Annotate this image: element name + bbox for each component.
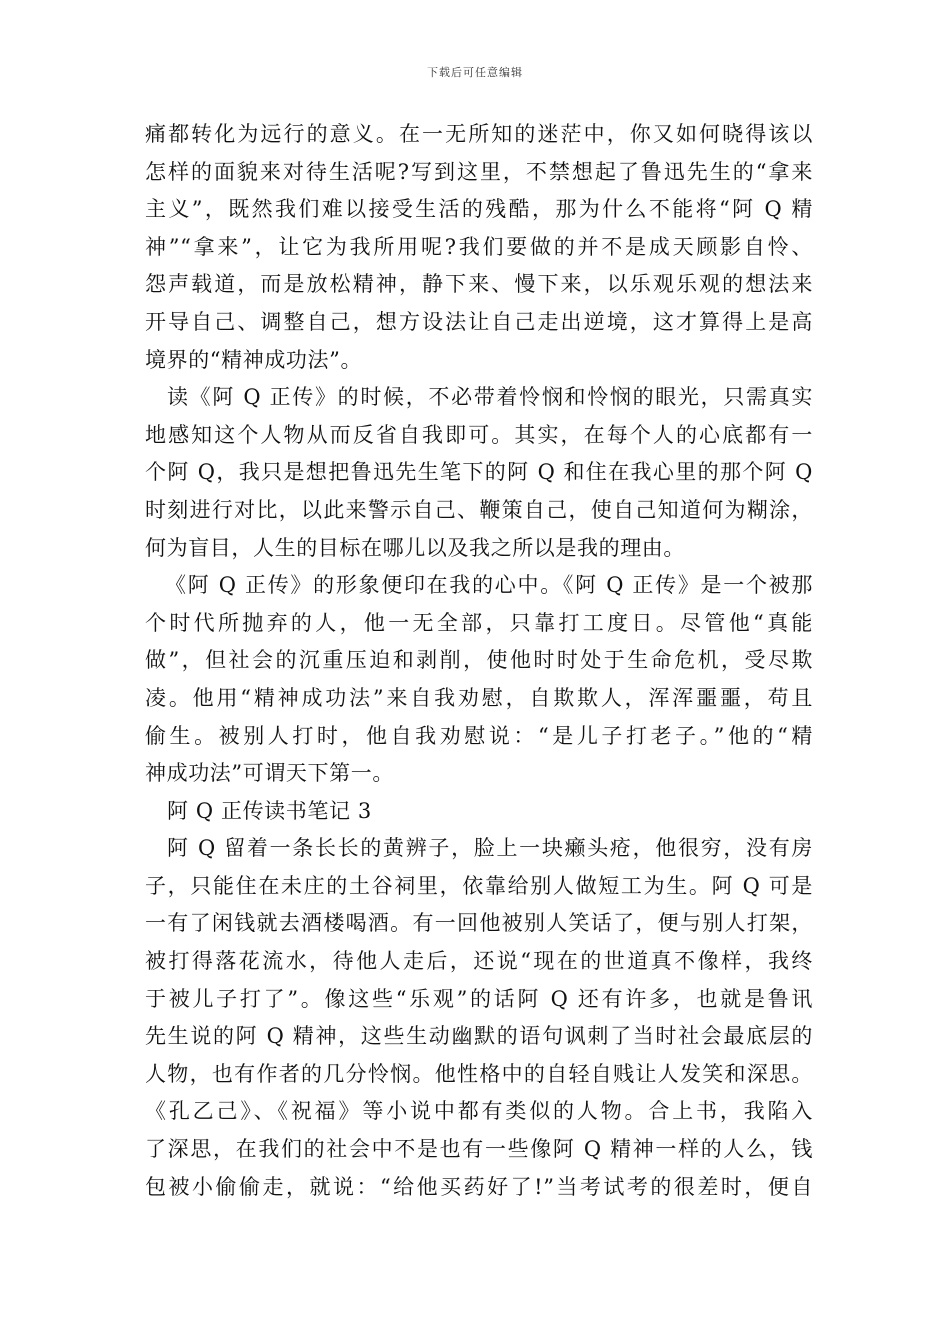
text-line: 先生说的阿 Q 精神，这些生动幽默的语句讽刺了当时社会最底层的 <box>145 1024 813 1049</box>
text-line: 主义”，既然我们难以接受生活的残酷，那为什么不能将“阿 Q 精 <box>145 197 813 222</box>
text-line: 怎样的面貌来对待生活呢?写到这里，不禁想起了鲁迅先生的“拿来 <box>145 159 813 184</box>
text-line: 了深思，在我们的社会中不是也有一些像阿 Q 精神一样的人么，钱 <box>145 1137 813 1162</box>
text-line: 境界的“精神成功法”。 <box>145 347 363 372</box>
text-line: 神成功法”可谓天下第一。 <box>145 761 394 786</box>
text-line: 子，只能住在未庄的土谷祠里，依靠给别人做短工为生。阿 Q 可是 <box>145 873 813 898</box>
text-line: 痛都转化为远行的意义。在一无所知的迷茫中，你又如何晓得该以 <box>145 122 813 146</box>
text-line: 怨声载道，而是放松精神，静下来、慢下来，以乐观乐观的想法来 <box>145 272 813 297</box>
text-line: 个时代所抛弃的人，他一无全部，只靠打工度日。尽管他“真能 <box>145 610 813 635</box>
document-body <box>145 116 813 1206</box>
text-line: 地感知这个人物从而反省自我即可。其实，在每个人的心底都有一 <box>145 422 813 447</box>
text-line: 个阿 Q，我只是想把鲁迅先生笔下的阿 Q 和住在我心里的那个阿 Q <box>145 460 813 485</box>
text-line: 神”“拿来”，让它为我所用呢?我们要做的并不是成天顾影自怜、 <box>145 234 813 259</box>
text-line: 读《阿 Q 正传》的时候，不必带着怜悯和怜悯的眼光，只需真实 <box>167 385 813 410</box>
text-line: 《阿 Q 正传》的形象便印在我的心中。《阿 Q 正传》是一个被那 <box>165 573 813 598</box>
text-line: 《孔乙己》、《祝福》等小说中都有类似的人物。合上书，我陷入 <box>145 1099 813 1124</box>
text-line: 时刻进行对比，以此来警示自己、鞭策自己，使自己知道何为糊涂， <box>145 497 813 522</box>
text-line: 一有了闲钱就去酒楼喝酒。有一回他被别人笑话了，便与别人打架， <box>145 911 813 936</box>
text-line: 开导自己、调整自己，想方设法让自己走出逆境，这才算得上是高 <box>145 309 813 334</box>
text-line: 于被儿子打了”。像这些“乐观”的话阿 Q 还有许多，也就是鲁讯 <box>145 986 813 1011</box>
text-line: 偷生。被别人打时，他自我劝慰说：“是儿子打老子。”他的“精 <box>145 723 813 748</box>
text-line: 人物，也有作者的几分怜悯。他性格中的自轻自贱让人发笑和深思。 <box>145 1061 813 1086</box>
section-heading: 阿 Q 正传读书笔记 3 <box>167 798 372 823</box>
text-line: 凌。他用“精神成功法”来自我劝慰，自欺欺人，浑浑噩噩，苟且 <box>145 685 813 710</box>
text-line: 做”，但社会的沉重压迫和剥削，使他时时处于生命危机，受尽欺 <box>145 648 813 673</box>
page-header: 下载后可任意编辑 <box>427 66 523 79</box>
text-line: 阿 Q 留着一条长长的黄辨子，脸上一块癞头疮，他很穷，没有房 <box>167 836 813 861</box>
text-line: 何为盲目，人生的目标在哪儿以及我之所以是我的理由。 <box>145 535 685 560</box>
text-line: 包被小偷偷走，就说：“给他买药好了!”当考试考的很差时，便自 <box>145 1174 813 1199</box>
text-line: 被打得落花流水，待他人走后，还说“现在的世道真不像样，我终 <box>145 949 813 974</box>
